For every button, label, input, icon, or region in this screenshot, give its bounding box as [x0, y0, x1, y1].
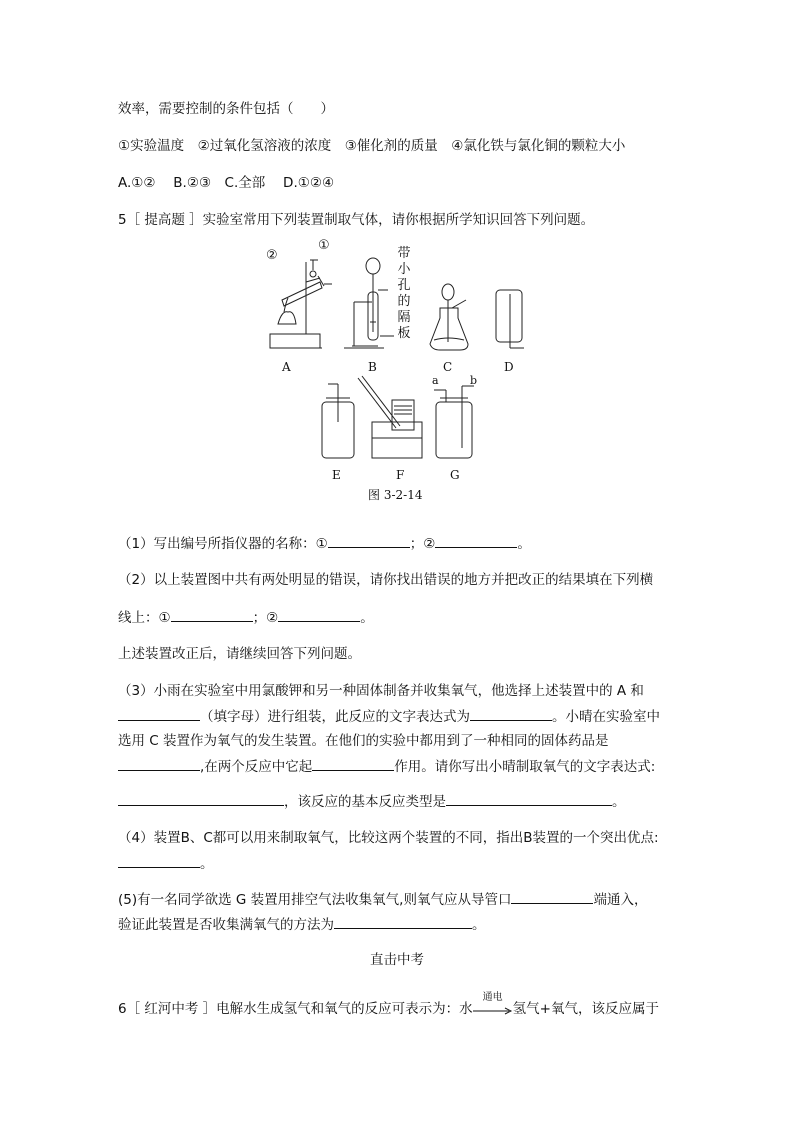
answer-blank-solid-reagent[interactable] [118, 756, 200, 771]
q5-part3-text-h: 。 [612, 794, 626, 810]
figure-num-2: ② [266, 248, 278, 263]
answer-blank-role[interactable] [312, 756, 394, 771]
arrow-icon [473, 1002, 513, 1016]
partition-char: 隔 [397, 310, 411, 325]
apparatus-d [496, 290, 524, 348]
q5-part2-line2 [118, 607, 374, 628]
answer-blank-error-2[interactable] [278, 607, 360, 622]
q5-part3-line2 [118, 706, 660, 727]
q5-part2-text-c: ；② [252, 610, 279, 626]
partition-char: 板 [397, 326, 411, 341]
q5-part3-text-b: （填字母）进行组装，此反应的文字表达式为 [200, 709, 470, 725]
label-b: B [368, 360, 377, 374]
apparatus-f [358, 376, 422, 458]
q5-part4-line1: （4）装置B、C都可以用来制取氧气，比较这两个装置的不同，指出B装置的一个突出优点: [118, 830, 659, 846]
q5-part5-text-c: 验证此装置是否收集满氧气的方法为 [118, 917, 334, 933]
apparatus-a [270, 260, 332, 348]
q5-after-note: 上述装置改正后，请继续回答下列问题。 [118, 646, 361, 662]
answer-blank-equation-2[interactable] [118, 791, 284, 806]
q5-part3-text-e: ,在两个反应中它起 [200, 759, 313, 775]
label-f: F [396, 468, 405, 482]
answer-blank-equation-1[interactable] [470, 706, 552, 721]
q5-part5-line2 [118, 914, 486, 935]
label-g: G [450, 468, 460, 482]
partition-char: 带 [397, 246, 411, 261]
apparatus-g [434, 386, 474, 458]
q5-part3-line1: （3）小雨在实验室中用氯酸钾和另一种固体制备并收集氧气，他选择上述装置中的 A 和 [118, 683, 644, 699]
q5-part3-line3: 选用 C 装置作为氧气的发生装置。在他们的实验中都用到了一种相同的固体药品是 [118, 733, 609, 749]
partition-label [397, 246, 411, 342]
q5-part4-text-b: 。 [200, 856, 214, 872]
q5-part2-text-b: 线上：① [118, 610, 171, 626]
q5-part3-line4 [118, 756, 655, 777]
partition-char: 小 [397, 262, 411, 277]
q5-part3-text-c: 。小晴在实验室中 [552, 709, 660, 725]
partition-char: 的 [397, 294, 411, 309]
q5-part3-text-f: 作用。请你写出小晴制取氧气的文字表达式: [394, 759, 656, 775]
q5-part5-text-b: 端通入， [593, 892, 648, 908]
q5-part1 [118, 533, 531, 554]
q5-part1-text-c: 。 [517, 536, 531, 552]
answer-blank-instrument-1[interactable] [328, 533, 410, 548]
q6-text-a: 6［ 红河中考 ］电解水生成氢气和氧气的反应可表示为：水 [118, 1001, 473, 1017]
q5-part4-line2 [118, 853, 214, 874]
q5-part2-line1: （2）以上装置图中共有两处明显的错误，请你找出错误的地方并把改正的结果填在下列横 [118, 572, 654, 588]
reaction-condition: 通电 [482, 992, 503, 1003]
answer-blank-verify-method[interactable] [334, 914, 472, 929]
q5-part2-text-d: 。 [360, 610, 374, 626]
q5-part1-text-b: ；② [409, 536, 436, 552]
q6-text-b: 氢气+氧气，该反应属于 [512, 1001, 659, 1017]
label-e: E [332, 468, 341, 482]
figure-caption: 图 3-2-14 [368, 488, 423, 502]
q5-part5-text-a: (5)有一名同学欲选 G 装置用排空气法收集氧气,则氧气应从导管口 [118, 892, 512, 908]
label-g-b: b [470, 374, 478, 387]
answer-blank-error-1[interactable] [171, 607, 253, 622]
figure-num-1: ① [318, 238, 330, 253]
answer-blank-instrument-2[interactable] [435, 533, 517, 548]
answer-blank-tube-end[interactable] [511, 889, 593, 904]
label-g-a: a [432, 374, 439, 387]
answer-blank-reaction-type[interactable] [446, 791, 612, 806]
apparatus-b [344, 258, 394, 348]
q5-stem: 5［ 提高题 ］实验室常用下列装置制取气体，请你根据所学知识回答下列问题。 [118, 212, 595, 228]
q5-part3-line5 [118, 791, 626, 812]
reaction-arrow [473, 992, 513, 1016]
q6-stem [118, 992, 659, 1019]
apparatus-figure [262, 238, 542, 502]
q5-part5-line1 [118, 889, 647, 910]
label-a: A [282, 360, 291, 374]
answer-blank-advantage[interactable] [118, 853, 200, 868]
q5-part5-text-d: 。 [472, 917, 486, 933]
q5-part3-text-g: ，该反应的基本反应类型是 [284, 794, 446, 810]
apparatus-c [430, 284, 468, 350]
q4-conditions: ①实验温度 ②过氧化氢溶液的浓度 ③催化剂的质量 ④氯化铁与氯化铜的颗粒大小 [118, 138, 626, 154]
q5-part1-text-a: （1）写出编号所指仪器的名称：① [118, 536, 328, 552]
section-heading: 直击中考 [370, 952, 424, 968]
apparatus-e [322, 384, 354, 458]
answer-blank-collect-device[interactable] [118, 706, 200, 721]
q4-stem-continued: 效率，需要控制的条件包括（ ） [118, 101, 334, 117]
label-d: D [504, 360, 514, 374]
q4-options: A.①② B.②③ C.全部 D.①②④ [118, 175, 335, 191]
partition-char: 孔 [397, 278, 411, 293]
label-c: C [443, 360, 453, 374]
